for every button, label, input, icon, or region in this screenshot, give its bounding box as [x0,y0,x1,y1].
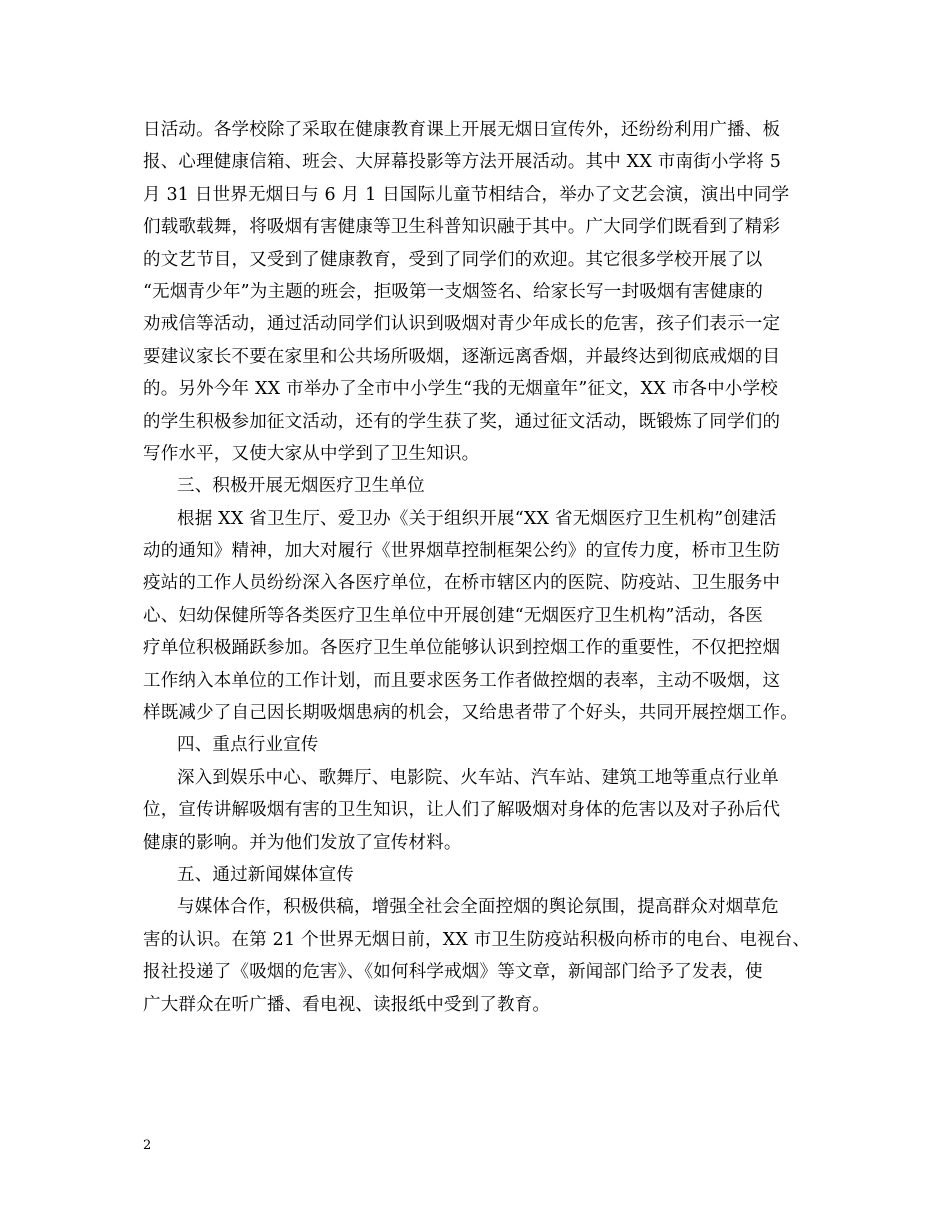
body-line: 的学生积极参加征文活动，还有的学生获了奖，通过征文活动，既锻炼了同学们的 [143,411,781,432]
body-line: “无烟青少年”为主题的班会，拒吸第一支烟签名、给家长写一封吸烟有害健康的 [143,281,764,302]
body-line: 日活动。各学校除了采取在健康教育课上开展无烟日宣传外，还纷纷利用广播、板 [143,120,781,140]
body-line: 深入到娱乐中心、歌舞厅、电影院、火车站、汽车站、建筑工地等重点行业单 [177,767,779,788]
body-line: 害的认识。在第 21 个世界无烟日前，XX 市卫生防疫站积极向桥市的电台、电视台、 [143,929,811,950]
body-line: 劝戒信等活动，通过活动同学们认识到吸烟对青少年成长的危害，孩子们表示一定 [143,314,781,335]
body-line: 动的通知》精神，加大对履行《世界烟草控制框架公约》的宣传力度，桥市卫生防 [143,541,781,562]
body-line: 的。另外今年 XX 市举办了全市中小学生“我的无烟童年”征文，XX 市各中小学校 [143,379,778,400]
body-line: 们载歌载舞，将吸烟有害健康等卫生科普知识融于其中。广大同学们既看到了精彩 [143,217,781,238]
body-line: 写作水平，又使大家从中学到了卫生知识。 [143,443,480,464]
section-heading: 三、积极开展无烟医疗卫生单位 [177,476,425,497]
body-line: 心、妇幼保健所等各类医疗卫生单位中开展创建“无烟医疗卫生机构”活动，各医 [143,605,764,626]
section-heading: 五、通过新闻媒体宣传 [177,864,354,885]
body-line: 报社投递了《吸烟的危害》、《如何科学戒烟》等文章，新闻部门给予了发表，使 [143,962,763,983]
body-line: 样既减少了自己因长期吸烟患病的机会，又给患者带了个好头，共同开展控烟工作。 [143,703,798,724]
body-line: 工作纳入本单位的工作计划，而且要求医务工作者做控烟的表率，主动不吸烟，这 [143,670,781,691]
body-line: 根据 XX 省卫生厅、爱卫办《关于组织开展“XX 省无烟医疗卫生机构”创建活 [177,508,777,529]
body-line: 广大群众在听广播、看电视、读报纸中受到了教育。 [143,994,551,1015]
section-heading: 四、重点行业宣传 [177,735,319,756]
body-line: 位，宣传讲解吸烟有害的卫生知识，让人们了解吸烟对身体的危害以及对子孙后代 [143,800,781,821]
document-body [143,114,813,1021]
body-line: 报、心理健康信箱、班会、大屏幕投影等方法开展活动。其中 XX 市南街小学将 5 [143,152,782,173]
body-line: 健康的影响。并为他们发放了宣传材料。 [143,832,462,853]
body-line: 疗单位积极踊跃参加。各医疗卫生单位能够认识到控烟工作的重要性，不仅把控烟 [143,638,781,659]
body-line: 月 31 日世界无烟日与 6 月 1 日国际儿童节相结合，举办了文艺会演，演出中同学 [143,184,790,205]
page-number: 2 [143,1138,152,1153]
body-line: 疫站的工作人员纷纷深入各医疗单位，在桥市辖区内的医院、防疫站、卫生服务中 [143,573,781,594]
body-line: 要建议家长不要在家里和公共场所吸烟，逐渐远离香烟，并最终达到彻底戒烟的目 [143,346,781,367]
body-line: 的文艺节目，又受到了健康教育，受到了同学们的欢迎。其它很多学校开展了以 [143,249,763,270]
body-line: 与媒体合作，积极供稿，增强全社会全面控烟的舆论氛围，提高群众对烟草危 [177,897,779,918]
